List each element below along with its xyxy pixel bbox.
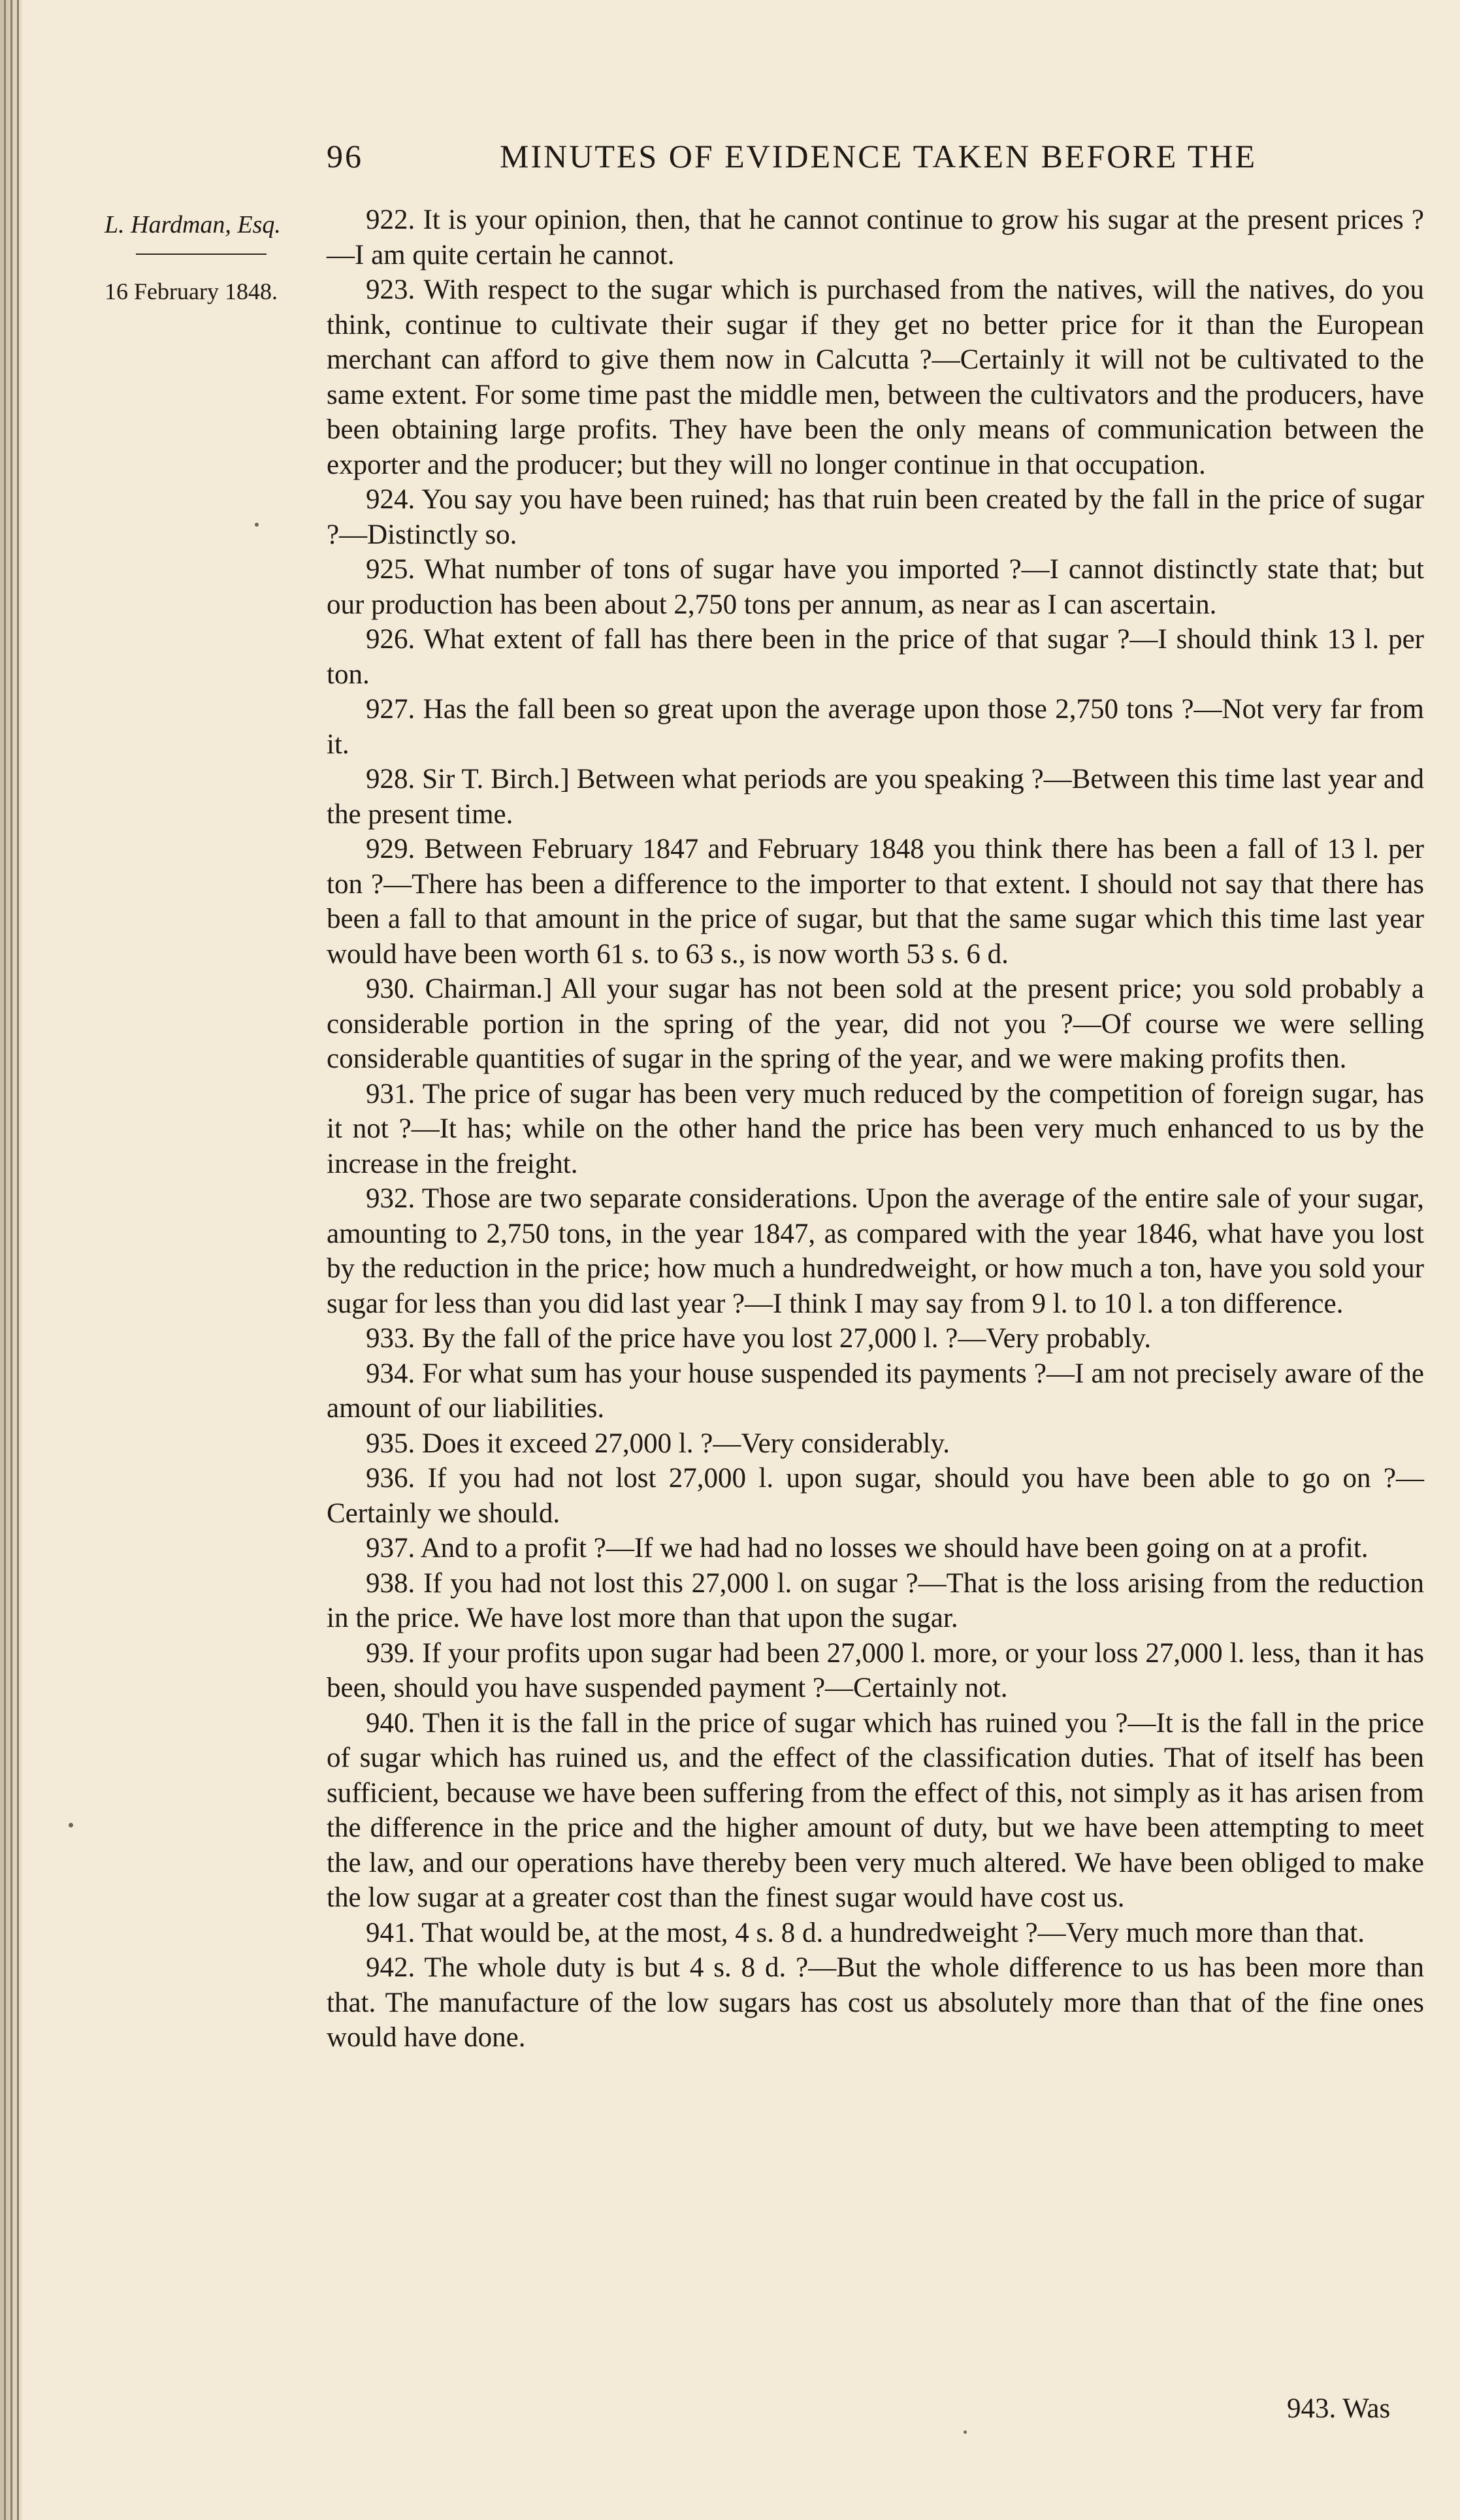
binding-line <box>10 0 12 2520</box>
running-header <box>327 137 1320 183</box>
evidence-paragraph: 926. What extent of fall has there been in the price of that sugar ?—I should think 13 l. per ton. <box>327 624 1424 690</box>
book-binding-edge <box>0 0 22 2520</box>
evidence-paragraph: 941. That would be, at the most, 4 s. 8 d. a hundredweight ?—Very much more than that. <box>366 1917 1365 1948</box>
evidence-paragraph: 934. For what sum has your house suspended its payments ?—I am not precisely aware of the amount of our liabilities. <box>327 1358 1424 1424</box>
binding-line <box>4 0 6 2520</box>
evidence-paragraph: 927. Has the fall been so great upon the average upon those 2,750 tons ?—Not very far from it. <box>327 694 1424 760</box>
binding-line <box>17 0 19 2520</box>
evidence-paragraph: 936. If you had not lost 27,000 l. upon sugar, should you have been able to go on ?—Certainly we should. <box>327 1463 1424 1529</box>
evidence-paragraph: 937. And to a profit ?—If we had had no losses we should have been going on at a profit. <box>366 1533 1369 1563</box>
evidence-paragraph: 924. You say you have been ruined; has that ruin been created by the fall in the price of sugar ?—Distinctly so. <box>327 484 1424 550</box>
evidence-paragraph: 922. It is your opinion, then, that he cannot continue to grow his sugar at the present prices ?—I am quite certain he cannot. <box>327 205 1424 270</box>
evidence-paragraph: 939. If your profits upon sugar had been 27,000 l. more, or your loss 27,000 l. less, than it has been, should you have suspended payment ?—Certainly not. <box>327 1637 1424 1703</box>
evidence-paragraph: 925. What number of tons of sugar have you imported ?—I cannot distinctly state that; but our production has been about 2,750 tons per annum, as near as I can ascertain. <box>327 554 1424 620</box>
evidence-paragraph: 933. By the fall of the price have you lost 27,000 l. ?—Very probably. <box>366 1323 1152 1354</box>
paper-speck <box>964 2430 967 2434</box>
evidence-paragraph: 929. Between February 1847 and February 1848 you think there has been a fall of 13 l. per ton ?—There has been a difference to the importer to that extent. I should not say that there has been a fall to that amount in the price of sugar, but that the same sugar which this time last year would have been worth 61 s. to 63 s., is now worth 53 s. 6 d. <box>327 834 1424 970</box>
paper-speck <box>69 1823 73 1827</box>
evidence-paragraph: 923. With respect to the sugar which is purchased from the natives, will the natives, do you think, continue to cultivate their sugar if they get no better price for it than the European merchant can afford to give them now in Calcutta ?—Certainly it will not be cultivated to the same extent. For some time past the middle men, between the cultivators and the producers, have been obtaining large profits. They have been the only means of communication between the exporter and the producer; but they will no longer continue in that occupation. <box>327 274 1424 480</box>
page-number: 96 <box>327 138 363 174</box>
evidence-paragraph: 932. Those are two separate considerations. Upon the average of the entire sale of your sugar, amounting to 2,750 tons, in the year 1847, as compared with the year 1846, what have you lost by the reduction in the price; how much a hundredweight, or how much a ton, have you sold your sugar for less than you did last year ?—I think I may say from 9 l. to 10 l. a ton difference. <box>327 1183 1424 1319</box>
running-title: MINUTES OF EVIDENCE TAKEN BEFORE THE <box>500 138 1257 174</box>
evidence-paragraph: 931. The price of sugar has been very much reduced by the competition of foreign sugar, has it not ?—It has; while on the other hand the price has been very much enhanced to us by the increase in the freight. <box>327 1078 1424 1179</box>
paper-speck <box>255 523 259 527</box>
evidence-paragraph: 935. Does it exceed 27,000 l. ?—Very considerably. <box>366 1428 950 1459</box>
margin-divider <box>136 254 267 255</box>
evidence-paragraph: 940. Then it is the fall in the price of sugar which has ruined you ?—It is the fall in the price of sugar which has ruined us, and the effect of the classification duties. That of itself has been sufficient, because we have been suffering from the effect of this, not simply as it has arisen from the difference in the price and the higher amount of duty, but we have been attempting to meet the law, and our operations have thereby been very much altered. We have been obliged to make the low sugar at a greater cost than the finest sugar would have cost us. <box>327 1707 1424 1913</box>
evidence-paragraph: 928. Sir T. Birch.] Between what periods are you speaking ?—Between this time last year and the present time. <box>327 764 1424 830</box>
evidence-body <box>327 203 1424 2055</box>
margin-witness-name: L. Hardman, Esq. <box>105 211 281 238</box>
catchword: 943. Was <box>1287 2393 1391 2424</box>
margin-date: 16 February 1848. <box>105 278 278 304</box>
evidence-paragraph: 942. The whole duty is but 4 s. 8 d. ?—But the whole difference to us has been more than that. The manufacture of the low sugars has cost us absolutely more than that of the fine ones would have done. <box>327 1952 1424 2053</box>
evidence-paragraph: 930. Chairman.] All your sugar has not been sold at the present price; you sold probably a considerable portion in the spring of the year, did not you ?—Of course we were selling considerable quantities of sugar in the spring of the year, and we were making profits then. <box>327 974 1424 1074</box>
evidence-paragraph: 938. If you had not lost this 27,000 l. on sugar ?—That is the loss arising from the reduction in the price. We have lost more than that upon the sugar. <box>327 1567 1424 1633</box>
